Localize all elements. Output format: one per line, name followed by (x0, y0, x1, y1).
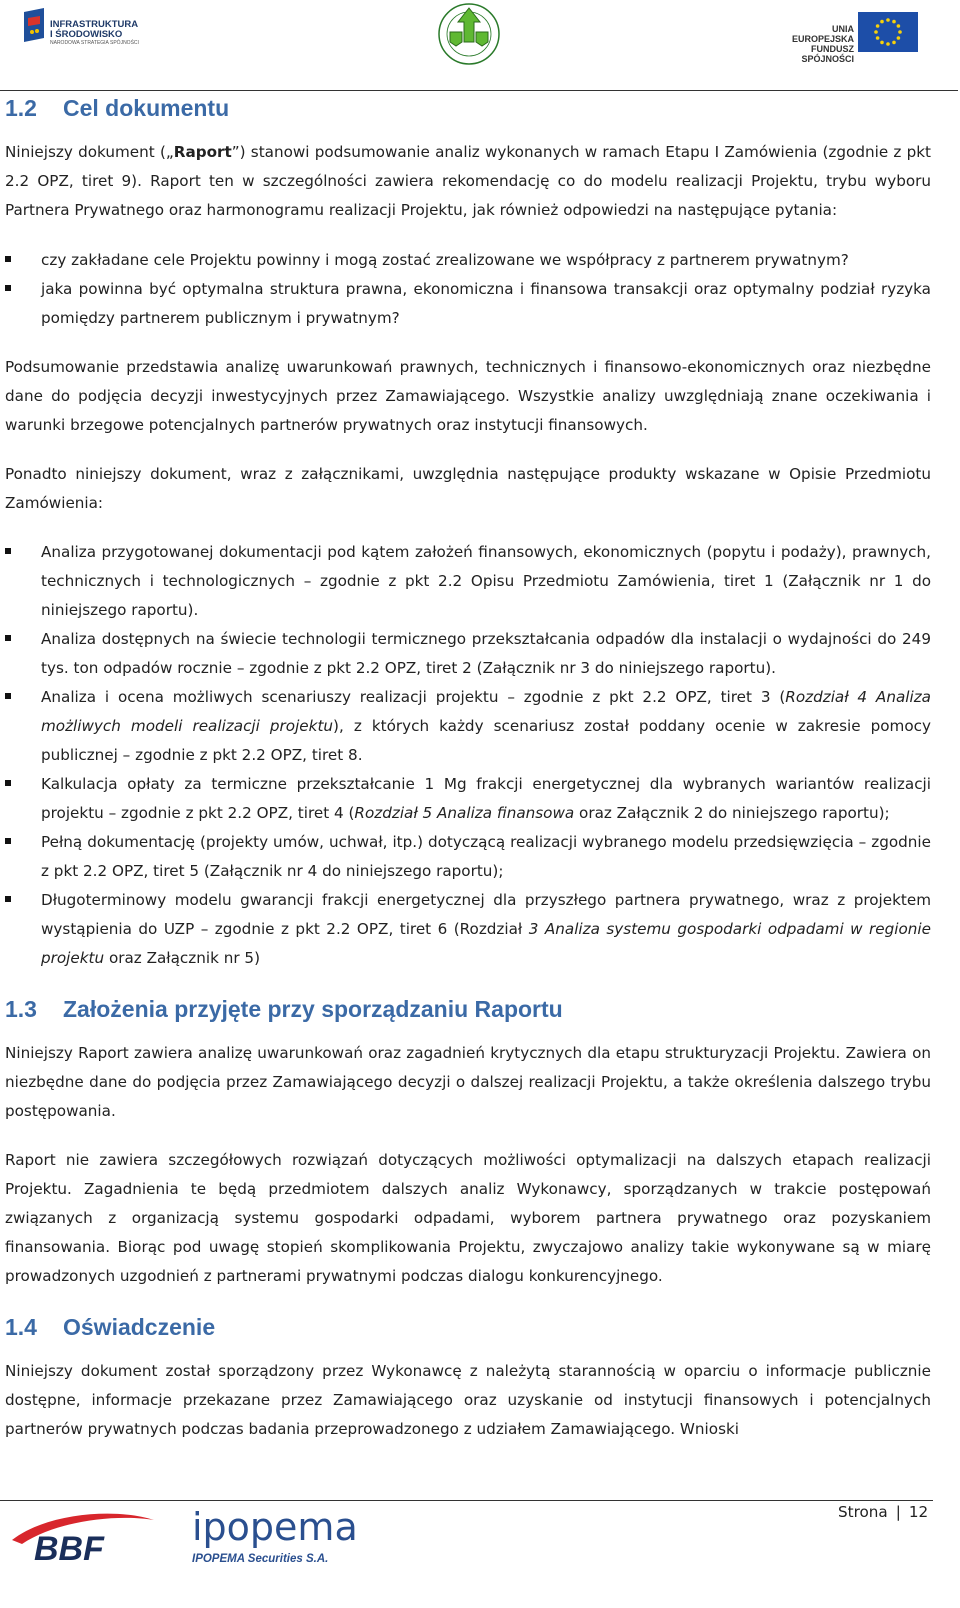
list-item (5, 538, 931, 625)
list-item-text-end: oraz Załącznik 2 do niniejszego raportu); (574, 804, 890, 822)
products-list (5, 538, 931, 973)
intro-text-end: ”) stanowi podsumowanie analiz wykonanych w ramach Etapu I Zamówienia (zgodnie z pkt 2.2 OPZ, tiret 9). Raport ten w szczególności zawiera rekomendację co do modelu realizacji Projektu, trybu wyboru Partnera Prywatnego oraz harmonogramu realizacji Projektu, jak również odpowiedzi na następujące pytania: (5, 143, 932, 219)
logo-line-1: INFRASTRUKTURA (50, 19, 139, 30)
statement-paragraph: Niniejszy dokument został sporządzony przez Wykonawcę z należytą starannością w oparciu o informacje publicznie dostępne, informacje przekazane przez Zamawiającego oraz uzyskanie od instytucji finansowych i potencjalnych partnerów prywatnych podczas badania przeprowadzonego z udziałem Zamawiającego. Wnioski (5, 1362, 931, 1438)
square-bullet-icon (5, 780, 11, 786)
square-bullet-icon (5, 548, 11, 554)
square-bullet-icon (5, 693, 11, 699)
page-number-value: 12 (908, 1503, 929, 1521)
square-bullet-icon (5, 285, 11, 291)
list-item (5, 828, 931, 886)
list-item-text: Analiza dostępnych na świecie technologii termicznego przekształcania odpadów dla instalacji o wydajności do 249 tys. ton odpadów rocznie – zgodnie z pkt 2.2 OPZ, tiret 2 (Załącznik nr 3 do niniejszego raportu). (41, 630, 931, 677)
list-item (5, 770, 931, 828)
list-item-text: Analiza przygotowanej dokumentacji pod kątem założeń finansowych, ekonomicznych (popytu i podaży), prawnych, technicznych i technologicznych – zgodnie z pkt 2.2 Opisu Przedmiotu Zamówienia, tiret 1 (Załącznik nr 1 do niniejszego raportu). (41, 543, 931, 619)
municipal-seal-logo (436, 2, 502, 66)
section-heading-1-2 (5, 92, 931, 124)
list-item-text-end: ), z których każdy scenariusz został poddany ocenie w zakresie pomocy publicznej – zgodnie z pkt 2.2 OPZ, tiret 8. (41, 717, 931, 764)
ipopema-logo (190, 1502, 390, 1568)
footer-divider (0, 1500, 933, 1501)
eu-programme-flag-icon (22, 8, 46, 44)
list-item (5, 886, 931, 973)
list-item-text: Długoterminowy modelu gwarancji frakcji energetycznej dla przyszłego partnera prywatnego, wraz z projektem wystąpienia do UZP – zgodnie z pkt 2.2 OPZ, tiret 6 (Rozdział (41, 891, 931, 938)
page-label: Strona (838, 1503, 888, 1521)
section-number: 1.2 (5, 95, 37, 121)
section-title: Założenia przyjęte przy sporządzaniu Raportu (63, 996, 563, 1022)
ipopema-logo-subtext: IPOPEMA Securities S.A. (192, 1553, 329, 1565)
ipopema-logo-text: ipopema (192, 1505, 358, 1549)
section-number: 1.4 (5, 1314, 37, 1340)
bbf-logo (8, 1506, 158, 1566)
square-bullet-icon (5, 838, 11, 844)
list-item-italic-ref: 3 Analiza systemu gospodarki odpadami w regionie projektu (41, 920, 931, 967)
list-item-text: Analiza i ocena możliwych scenariuszy realizacji projektu – zgodnie z pkt 2.2 OPZ, tiret 3 ( (41, 688, 786, 706)
section-title: Oświadczenie (63, 1314, 216, 1340)
list-item-italic-ref: Rozdział 4 Analiza możliwych modeli realizacji projektu (41, 688, 931, 735)
logo-line-2: I ŚRODOWISKO (50, 29, 123, 40)
intro-bold-term: Raport (173, 143, 232, 161)
summary-paragraph: Podsumowanie przedstawia analizę uwarunkowań prawnych, technicznych i finansowo-ekonomicznych oraz niezbędne dane do podjęcia decyzji inwestycyjnych przez Zamawiającego. Wszystkie analizy uwzględniają znane oczekiwania i warunki brzegowe potencjalnych partnerów prywatnych oraz instytucji finansowych. (5, 358, 931, 434)
questions-list (5, 246, 931, 333)
section-number: 1.3 (5, 996, 37, 1022)
list-item (5, 246, 931, 275)
page-header (0, 0, 960, 92)
products-intro-paragraph: Ponadto niniejszy dokument, wraz z załącznikami, uwzględnia następujące produkty wskazane w Opisie Przedmiotu Zamówienia: (5, 465, 931, 512)
list-item-text: jaka powinna być optymalna struktura prawna, ekonomiczna i finansowa transakcji oraz optymalny podział ryzyka pomiędzy partnerem publicznym i prywatnym? (41, 280, 931, 327)
intro-paragraph (5, 138, 931, 225)
eu-fund-logo (770, 12, 920, 64)
section-title: Cel dokumentu (63, 95, 230, 121)
page-number (838, 1503, 928, 1521)
infrastruktura-logo (22, 8, 142, 54)
assumptions-paragraph-2: Raport nie zawiera szczegółowych rozwiązań dotyczących możliwości optymalizacji na dalszych etapach realizacji Projektu. Zagadnienia te będą przedmiotem dalszych analiz Wykonawcy, sporządzanych w trakcie postępowań związanych z organizacją systemu gospodarki odpadami, wyborem partnera prywatnego oraz pozyskaniem finansowania. Biorąc pod uwagę stopień skomplikowania Projektu, zwyczajowo analizy takie wykonywane są w miarę prowadzonych uzgodnień z partnerami prywatnymi podczas dialogu konkurencyjnego. (5, 1151, 931, 1285)
square-bullet-icon (5, 635, 11, 641)
document-body (5, 92, 931, 1444)
intro-text-start: Niniejszy dokument („ (5, 143, 174, 161)
list-item-text-end: oraz Załącznik nr 5) (104, 949, 261, 967)
list-item (5, 275, 931, 333)
list-item (5, 625, 931, 683)
eu-flag-icon (858, 12, 918, 52)
bbf-logo-text: BBF (34, 1530, 104, 1566)
square-bullet-icon (5, 896, 11, 902)
list-item-text: czy zakładane cele Projektu powinny i mogą zostać zrealizowane we współpracy z partnerem prywatnym? (41, 251, 849, 269)
list-item-italic-ref: Rozdział 5 Analiza finansowa (354, 804, 575, 822)
header-divider (0, 90, 958, 91)
list-item (5, 683, 931, 770)
page-separator: | (895, 1503, 901, 1521)
section-heading-1-4 (5, 1311, 931, 1343)
list-item-text: Pełną dokumentację (projekty umów, uchwał, itp.) dotyczącą realizacji wybranego modelu przedsięwzięcia – zgodnie z pkt 2.2 OPZ, tiret 5 (Załącznik nr 4 do niniejszego raportu); (41, 833, 931, 880)
assumptions-paragraph-1: Niniejszy Raport zawiera analizę uwarunkowań oraz zagadnień krytycznych dla etapu strukturyzacji Projektu. Zawiera on niezbędne dane do podjęcia przez Zamawiającego decyzji o dalszej realizacji Projektu, a także określenia dalszego trybu postępowania. (5, 1044, 931, 1120)
square-bullet-icon (5, 256, 11, 262)
logo-line-3: NARODOWA STRATEGIA SPÓJNOŚCI (50, 40, 139, 46)
eu-logo-line-2: FUNDUSZ SPÓJNOŚCI (801, 44, 854, 64)
section-heading-1-3 (5, 993, 931, 1025)
eu-logo-line-1: UNIA EUROPEJSKA (791, 24, 854, 44)
list-item-text: Kalkulacja opłaty za termiczne przekształcanie 1 Mg frakcji energetycznej dla wybranych wariantów realizacji projektu – zgodnie z pkt 2.2 OPZ, tiret 4 ( (41, 775, 931, 822)
